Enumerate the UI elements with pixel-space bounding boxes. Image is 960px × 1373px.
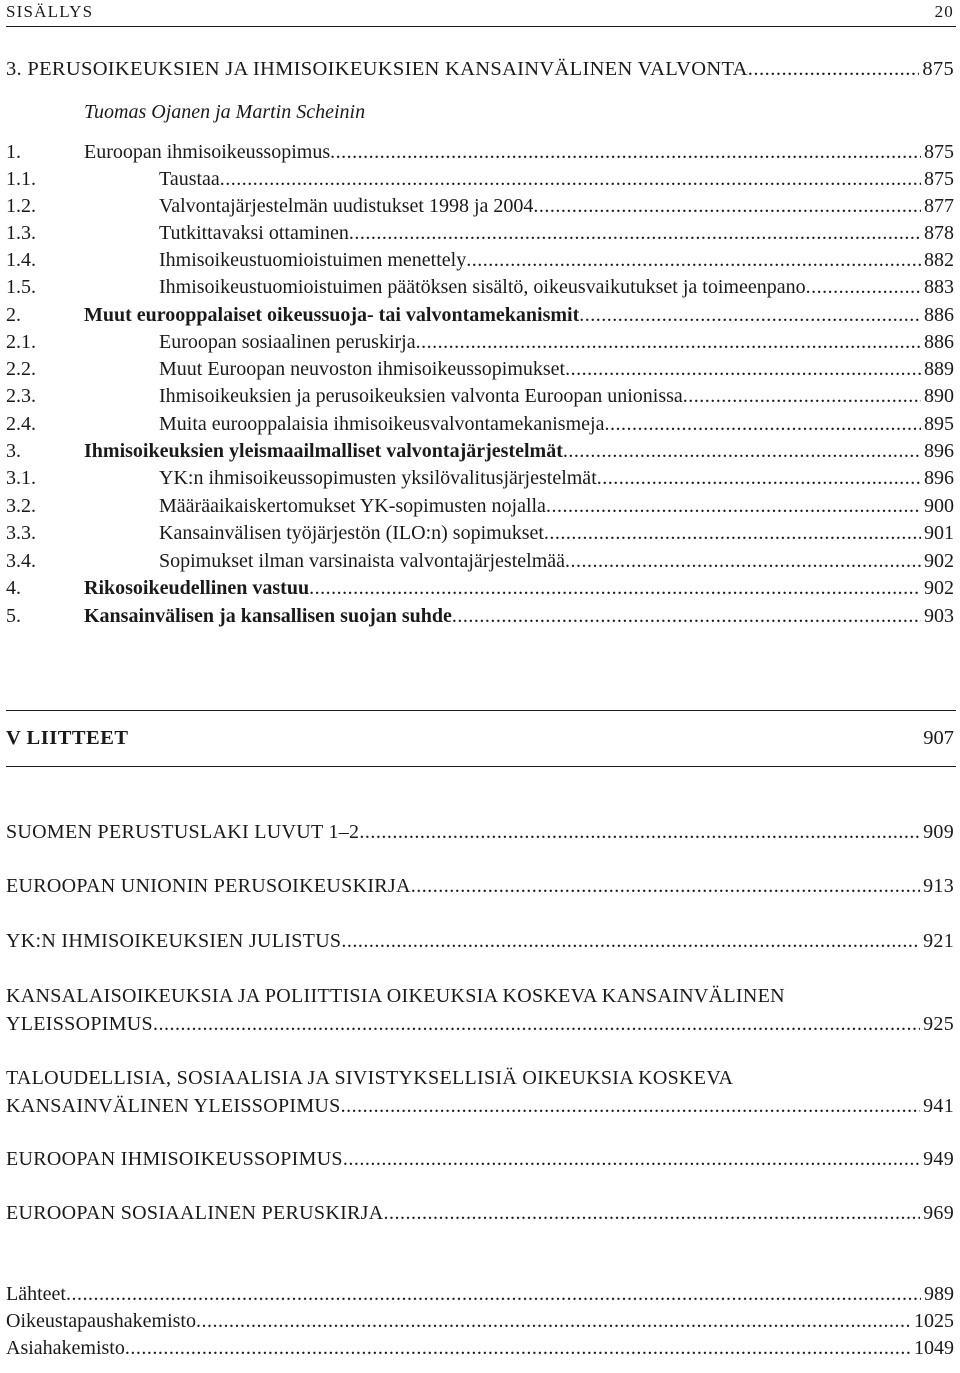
toc-entry xyxy=(6,410,954,438)
toc-entry-title: Määräaikaiskertomukset YK-sopimusten nojalla xyxy=(159,495,546,517)
index-entry xyxy=(6,1280,954,1308)
leader-dots xyxy=(683,382,921,410)
toc-entry-page: 883 xyxy=(924,276,954,298)
toc-entry-page: 877 xyxy=(924,195,954,217)
appendix-title-line: KANSAINVÄLINEN YLEISSOPIMUS xyxy=(6,1095,341,1117)
leader-dots xyxy=(330,138,921,166)
toc-entry-title: Euroopan ihmisoikeussopimus xyxy=(84,141,331,163)
toc-entry xyxy=(6,273,954,301)
toc-entry-number: 5. xyxy=(6,605,21,627)
leader-dots xyxy=(466,246,921,274)
appendix-title-row xyxy=(6,1010,954,1038)
toc-entry-number: 1.1. xyxy=(6,168,36,190)
toc-entry-number: 3. xyxy=(6,440,21,462)
leader-dots xyxy=(153,1010,920,1038)
toc-entry xyxy=(6,301,954,329)
toc-entry-title: Rikosoikeudellinen vastuu xyxy=(84,577,310,599)
appendix-title-row xyxy=(6,927,954,955)
toc-entry-number: 2.4. xyxy=(6,413,36,435)
toc-entry xyxy=(6,547,954,575)
toc-entry-page: 875 xyxy=(924,141,954,163)
toc-entry-page: 890 xyxy=(924,385,954,407)
leader-dots xyxy=(597,464,921,492)
toc-entry-page: 902 xyxy=(924,550,954,572)
toc-entry-title: Ihmisoikeustuomioistuimen menettely xyxy=(159,249,467,271)
leader-dots xyxy=(533,192,921,220)
leader-dots xyxy=(411,872,920,900)
appendix-page: 909 xyxy=(923,821,954,843)
toc-entry-number: 3.4. xyxy=(6,550,36,572)
running-header-page-number: 20 xyxy=(934,2,954,21)
toc-entry xyxy=(6,165,954,193)
toc-entry-title: Euroopan sosiaalinen peruskirja xyxy=(159,331,416,353)
toc-entry-page: 895 xyxy=(924,413,954,435)
appendix-entry xyxy=(6,1199,954,1227)
appendix-entry xyxy=(6,1145,954,1173)
appendix-entry xyxy=(6,818,954,846)
appendix-title-line: EUROOPAN UNIONIN PERUSOIKEUSKIRJA xyxy=(6,875,411,897)
appendix-page: 969 xyxy=(923,1202,954,1224)
toc-entry xyxy=(6,492,954,520)
appendix-page: 925 xyxy=(923,1013,954,1035)
leader-dots xyxy=(125,1334,911,1362)
toc-entry xyxy=(6,602,954,630)
appendix-title-row xyxy=(6,1199,954,1227)
leader-dots xyxy=(579,301,921,329)
appendix-title-row xyxy=(6,872,954,900)
toc-entry-number: 1. xyxy=(6,141,21,163)
leader-dots xyxy=(309,574,921,602)
toc-entry xyxy=(6,138,954,166)
index-entry-page: 1025 xyxy=(914,1310,954,1332)
toc-entry xyxy=(6,464,954,492)
appendix-title-row xyxy=(6,1145,954,1173)
toc-page xyxy=(6,0,956,1373)
toc-entry-number: 2.3. xyxy=(6,385,36,407)
leader-dots xyxy=(349,219,921,247)
toc-entry-title: Tutkittavaksi ottaminen xyxy=(159,222,349,244)
leader-dots xyxy=(748,55,920,83)
toc-entry-page: 902 xyxy=(924,577,954,599)
toc-entry xyxy=(6,246,954,274)
toc-entry-page: 901 xyxy=(924,522,954,544)
leader-dots xyxy=(359,818,920,846)
toc-entry-title: Kansainvälisen työjärjestön (ILO:n) sopimukset xyxy=(159,522,544,544)
toc-entry-title: Ihmisoikeuksien ja perusoikeuksien valvonta Euroopan unionissa xyxy=(159,385,683,407)
section-page: 875 xyxy=(922,58,954,80)
toc-entry-page: 882 xyxy=(924,249,954,271)
appendix-title-row xyxy=(6,1092,954,1120)
index-entry-page: 989 xyxy=(924,1283,954,1305)
index-entry xyxy=(6,1307,954,1335)
leader-dots xyxy=(565,547,921,575)
toc-entry-title: Muut Euroopan neuvoston ihmisoikeussopimukset xyxy=(159,358,566,380)
leader-dots xyxy=(546,492,921,520)
toc-entry xyxy=(6,519,954,547)
toc-entry-title: Taustaa xyxy=(159,168,220,190)
toc-entry-title: Muut eurooppalaiset oikeussuoja- tai valvontamekanismit xyxy=(84,304,580,326)
index-entry-title: Lähteet xyxy=(6,1283,66,1305)
index-entry-title: Asiahakemisto xyxy=(6,1337,125,1359)
appendix-title-line: EUROOPAN SOSIAALINEN PERUSKIRJA xyxy=(6,1202,384,1224)
leader-dots xyxy=(452,602,921,630)
toc-entry-number: 2. xyxy=(6,304,21,326)
toc-entry-title: Muita eurooppalaisia ihmisoikeusvalvontamekanismeja xyxy=(159,413,605,435)
index-entry xyxy=(6,1334,954,1362)
leader-dots xyxy=(341,927,920,955)
appendix-title-line: EUROOPAN IHMISOIKEUSSOPIMUS xyxy=(6,1148,343,1170)
leader-dots xyxy=(416,328,921,356)
toc-entry-page: 896 xyxy=(924,440,954,462)
appendix-page: 921 xyxy=(923,930,954,952)
toc-entry xyxy=(6,437,954,465)
toc-entry-title: Ihmisoikeuksien yleismaailmalliset valvontajärjestelmät xyxy=(84,440,563,462)
liitteet-page: 907 xyxy=(923,727,954,749)
leader-dots xyxy=(343,1145,920,1173)
toc-entry-title: Valvontajärjestelmän uudistukset 1998 ja 2004 xyxy=(159,195,534,217)
appendix-page: 949 xyxy=(923,1148,954,1170)
leader-dots xyxy=(604,410,921,438)
toc-entry-page: 886 xyxy=(924,304,954,326)
appendix-title-line: TALOUDELLISIA, SOSIAALISIA JA SIVISTYKSELLISIÄ OIKEUKSIA KOSKEVA xyxy=(6,1067,734,1089)
section-authors: Tuomas Ojanen ja Martin Scheinin xyxy=(84,101,366,123)
liitteet-heading xyxy=(6,724,954,752)
appendix-title-line: YLEISSOPIMUS xyxy=(6,1013,153,1035)
toc-entry-page: 896 xyxy=(924,467,954,489)
toc-entry xyxy=(6,355,954,383)
appendix-entry xyxy=(6,872,954,900)
toc-entry-number: 4. xyxy=(6,577,21,599)
appendix-title-row xyxy=(6,818,954,846)
index-entry-title: Oikeustapaushakemisto xyxy=(6,1310,196,1332)
toc-entry-number: 1.4. xyxy=(6,249,36,271)
leader-dots xyxy=(544,519,921,547)
toc-entry-number: 3.2. xyxy=(6,495,36,517)
leader-dots xyxy=(806,273,921,301)
leader-dots xyxy=(384,1199,921,1227)
leader-dots xyxy=(220,165,921,193)
section-title: 3. PERUSOIKEUKSIEN JA IHMISOIKEUKSIEN KANSAINVÄLINEN VALVONTA xyxy=(6,58,748,80)
appendix-entry xyxy=(6,927,954,955)
toc-entry-page: 878 xyxy=(924,222,954,244)
toc-entry-page: 903 xyxy=(924,605,954,627)
toc-entry-page: 875 xyxy=(924,168,954,190)
appendix-entry xyxy=(6,982,954,1038)
divider-rule xyxy=(6,766,956,767)
toc-entry-title: Ihmisoikeustuomioistuimen päätöksen sisältö, oikeusvaikutukset ja toimeenpano xyxy=(159,276,806,298)
index-entry-page: 1049 xyxy=(914,1337,954,1359)
toc-entry-title: Sopimukset ilman varsinaista valvontajärjestelmää xyxy=(159,550,566,572)
appendix-entry xyxy=(6,1064,954,1120)
toc-entry-number: 1.5. xyxy=(6,276,36,298)
leader-dots xyxy=(341,1092,921,1120)
running-header xyxy=(6,0,956,27)
leader-dots xyxy=(196,1307,911,1335)
appendix-page: 913 xyxy=(923,875,954,897)
toc-entry-title: YK:n ihmisoikeussopimusten yksilövalitusjärjestelmät xyxy=(159,467,597,489)
toc-entry-page: 900 xyxy=(924,495,954,517)
toc-entry-page: 889 xyxy=(924,358,954,380)
appendix-title-line: YK:N IHMISOIKEUKSIEN JULISTUS xyxy=(6,930,342,952)
toc-entry xyxy=(6,328,954,356)
toc-entry-number: 3.1. xyxy=(6,467,36,489)
toc-entry xyxy=(6,574,954,602)
toc-entry-number: 2.2. xyxy=(6,358,36,380)
toc-entry-number: 1.3. xyxy=(6,222,36,244)
appendix-title-line: KANSALAISOIKEUKSIA JA POLIITTISIA OIKEUKSIA KOSKEVA KANSAINVÄLINEN xyxy=(6,985,785,1007)
toc-entry-number: 1.2. xyxy=(6,195,36,217)
toc-entry-number: 3.3. xyxy=(6,522,36,544)
leader-dots xyxy=(563,437,921,465)
toc-entry-title: Kansainvälisen ja kansallisen suojan suhde xyxy=(84,605,452,627)
divider-rule xyxy=(6,710,956,711)
toc-entry xyxy=(6,382,954,410)
appendix-page: 941 xyxy=(923,1095,954,1117)
running-header-title: SISÄLLYS xyxy=(6,2,94,21)
toc-entry xyxy=(6,219,954,247)
appendix-title-line: SUOMEN PERUSTUSLAKI LUVUT 1–2 xyxy=(6,821,360,843)
leader-dots xyxy=(565,355,921,383)
liitteet-title: V LIITTEET xyxy=(6,727,129,749)
leader-dots xyxy=(66,1280,921,1308)
section-heading xyxy=(6,55,954,83)
toc-entry-page: 886 xyxy=(924,331,954,353)
toc-entry xyxy=(6,192,954,220)
toc-entry-number: 2.1. xyxy=(6,331,36,353)
